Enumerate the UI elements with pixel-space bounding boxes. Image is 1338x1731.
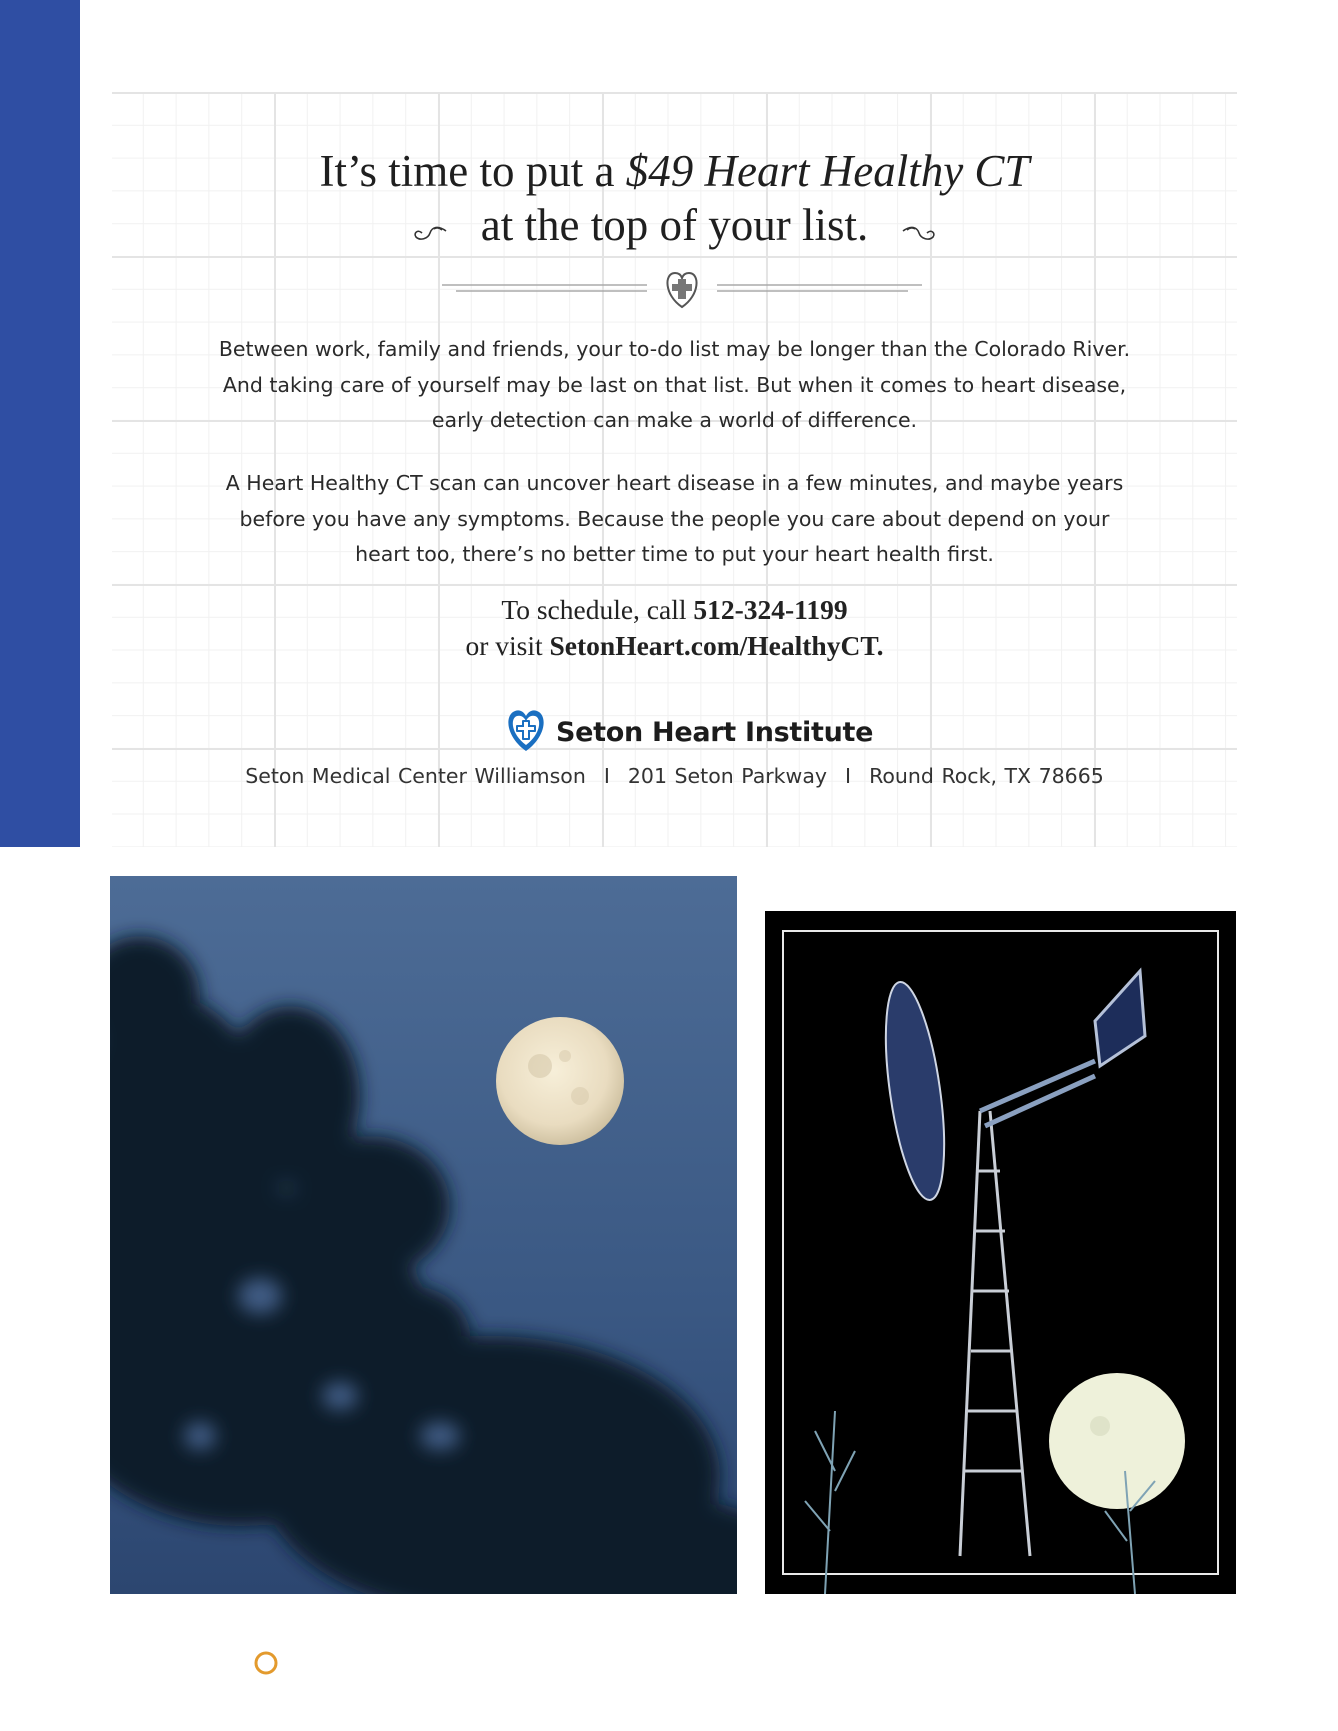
address-separator: I xyxy=(845,764,852,788)
seton-logo xyxy=(504,707,873,757)
moon-over-trees-photo xyxy=(110,876,737,1594)
call-to-action xyxy=(112,592,1237,664)
headline-line1-italic: $49 Heart Healthy CT xyxy=(625,146,1030,196)
address-line xyxy=(112,764,1237,788)
headline-line1-plain: It’s time to put a xyxy=(319,146,626,196)
sidebar-accent-bar xyxy=(0,0,80,847)
cta-url: SetonHeart.com/HealthyCT. xyxy=(549,630,884,661)
cta-phone: 512-324-1199 xyxy=(693,594,848,625)
ad-paragraph-2: A Heart Healthy CT scan can uncover heart disease in a few minutes, and maybe years before you have any symptoms. Because the people you care about depend on your heart too, there’s no better time to put your heart health first. xyxy=(225,471,1124,566)
address-city: Round Rock, TX 78665 xyxy=(869,764,1104,788)
advertisement xyxy=(112,92,1237,847)
flourish-left-icon xyxy=(412,203,448,257)
flourish-right-icon xyxy=(901,203,937,257)
cta-visit: or visit xyxy=(465,630,550,661)
ad-headline xyxy=(112,144,1237,257)
heart-cross-logo-icon xyxy=(504,707,548,758)
headline-line2: at the top of your list. xyxy=(480,200,869,250)
windmill-moon-photo xyxy=(765,911,1236,1594)
logo-name: Seton Heart Institute xyxy=(556,716,874,748)
address-street: 201 Seton Parkway xyxy=(627,764,828,788)
heart-cross-icon xyxy=(667,273,696,307)
address-separator: I xyxy=(603,764,610,788)
ad-paragraph-1: Between work, family and friends, your to-do list may be longer than the Colorado River. And taking care of yourself may be last on that list. But when it comes to heart disease, early detection can make a world of difference. xyxy=(218,337,1131,432)
cta-prefix: To schedule, call xyxy=(501,594,694,625)
address-facility: Seton Medical Center Williamson xyxy=(245,764,586,788)
ring-icon xyxy=(252,1649,280,1677)
ornamental-divider xyxy=(442,267,922,311)
